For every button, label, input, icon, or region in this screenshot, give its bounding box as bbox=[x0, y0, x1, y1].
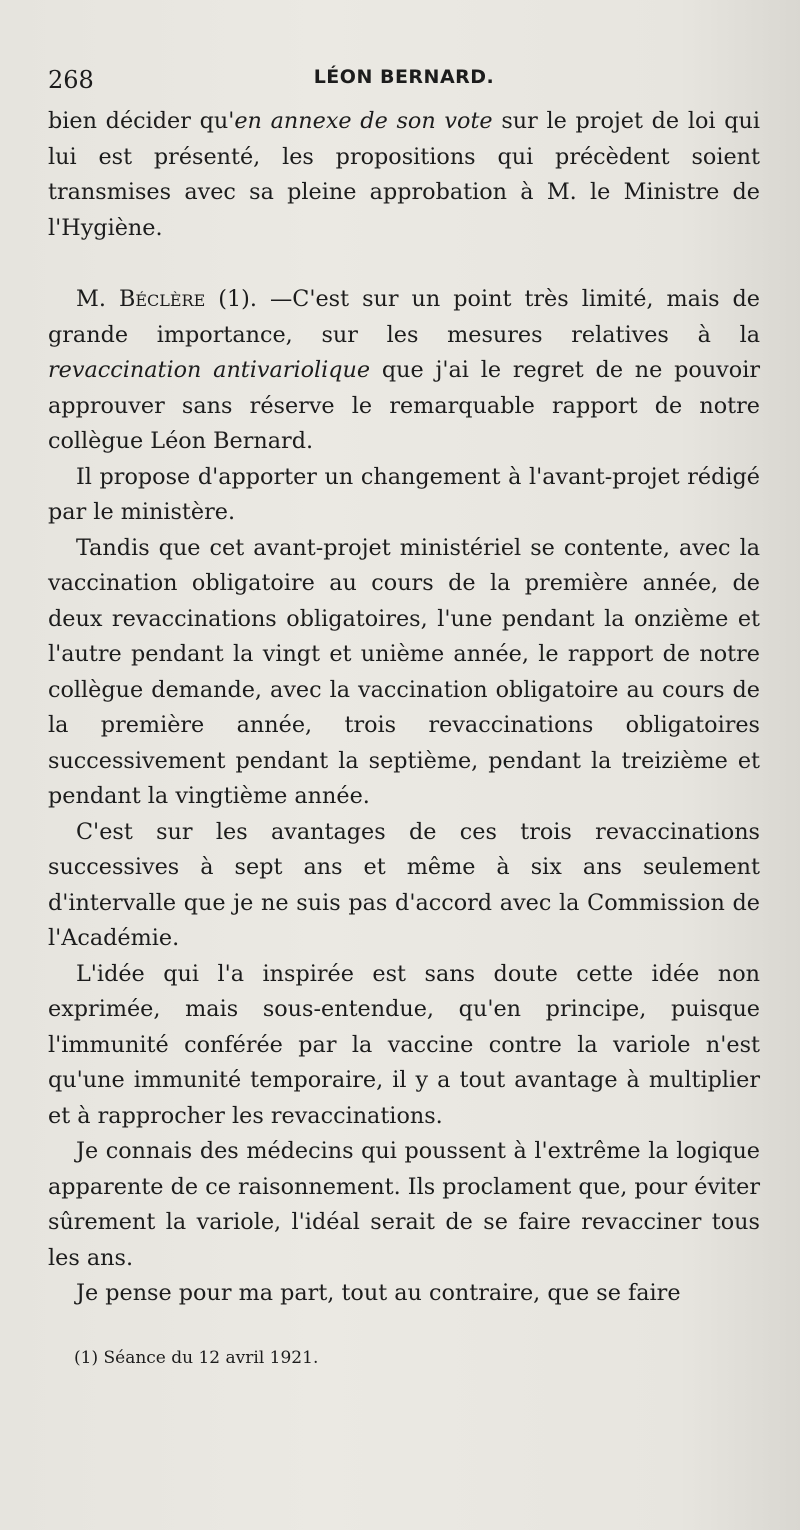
paragraph: C'est sur les avantages de ces trois revaccinations successives à sept ans et même à six ans seulement d'intervalle que je ne suis pas d'accord avec la Commission de l'Académie. bbox=[48, 818, 760, 951]
text-run: sur le projet de loi qui lui est présenté, les propositions qui précèdent soient transmises avec sa pleine approbation à M. le Ministre de l'Hygiène. bbox=[48, 108, 760, 241]
running-head: LÉON BERNARD. bbox=[313, 66, 495, 88]
paragraph: Tandis que cet avant-projet ministériel se contente, avec la vaccination obligatoire au cours de la première année, de deux revaccinations obligatoires, l'une pendant la onzième et l'autre pendant la vingt et unième année, le rapport de notre collègue demande, avec la vaccination obligatoire au cours de la première année, trois revaccinations obligatoires successivement pendant la septième, pendant la treizième et pendant la vingtième année. bbox=[48, 534, 760, 809]
text-run: M. bbox=[76, 286, 119, 312]
italic-text: en annexe de son vote bbox=[234, 108, 493, 134]
paragraph: Je connais des médecins qui poussent à l'extrême la logique apparente de ce raisonnement. Ils proclament que, pour éviter sûrement la variole, l'idéal serait de se faire revacciner tous les ans. bbox=[48, 1138, 760, 1271]
paragraph-beclere bbox=[48, 282, 760, 460]
paragraph: L'idée qui l'a inspirée est sans doute cette idée non exprimée, mais sous-entendue, qu'en principe, puisque l'immunité conférée par la vaccine contre la variole n'est qu'une immunité temporaire, il y a tout avantage à multiplier et à rapprocher les revaccinations. bbox=[48, 960, 760, 1129]
text-run: bien décider qu' bbox=[48, 108, 235, 134]
italic-text: revaccination antivariolique bbox=[48, 357, 371, 383]
text-run: que j'ai le regret de ne pouvoir approuver sans réserve le remarquable rapport de notre collègue Léon Bernard. bbox=[48, 357, 760, 454]
speaker-name: Béclère bbox=[118, 286, 206, 312]
paragraph: Je pense pour ma part, tout au contraire, que se faire bbox=[76, 1280, 681, 1306]
paragraph: Il propose d'apporter un changement à l'avant-projet rédigé par le ministère. bbox=[48, 463, 760, 525]
body-text bbox=[48, 104, 760, 1312]
page-header bbox=[48, 62, 760, 102]
paragraph-continuation bbox=[48, 104, 760, 246]
footnote: (1) Séance du 12 avril 1921. bbox=[74, 1348, 319, 1368]
page-number: 268 bbox=[48, 66, 94, 94]
text-run: (1). —C'est sur un point très limité, mais de grande importance, sur les mesures relatives à la bbox=[48, 286, 760, 348]
